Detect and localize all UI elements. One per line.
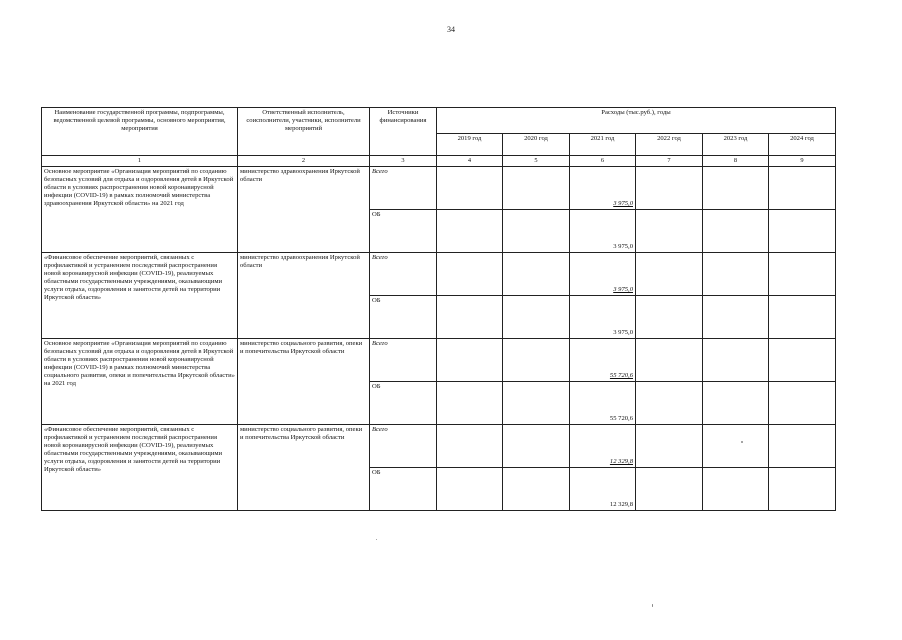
value-cell bbox=[636, 167, 703, 210]
executor-cell: министерство социального развития, опеки и попечительства Иркутской области bbox=[238, 425, 370, 511]
index-cell: 1 bbox=[42, 156, 238, 167]
value-total-2021: 12 329,8 bbox=[570, 425, 636, 468]
expenses-table bbox=[41, 107, 836, 511]
value-cell bbox=[437, 425, 503, 468]
value-ob-2021: 12 329,8 bbox=[570, 468, 636, 511]
value-cell bbox=[636, 339, 703, 382]
value-cell bbox=[503, 167, 570, 210]
value-cell bbox=[769, 167, 836, 210]
header-year: 2023 год bbox=[703, 134, 769, 156]
value-cell bbox=[703, 339, 769, 382]
scan-speck bbox=[652, 604, 653, 607]
value-cell bbox=[636, 210, 703, 253]
value-cell bbox=[703, 253, 769, 296]
source-ob: ОБ bbox=[370, 296, 437, 339]
value-total-2021: 3 975,0 bbox=[570, 253, 636, 296]
index-cell: 5 bbox=[503, 156, 570, 167]
value-cell bbox=[503, 210, 570, 253]
value-cell bbox=[437, 253, 503, 296]
value-cell bbox=[636, 468, 703, 511]
index-row bbox=[42, 156, 836, 167]
activity-name: «Финансовое обеспечение мероприятий, связанных с профилактикой и устранением последствий распространения новой коронавирусной инфекции (COVID-19), реализуемых областными государственными учреждениями, оказывающими услуги отдыха, оздоровления и занятости детей на территории Иркутской области» bbox=[42, 425, 238, 511]
value-cell bbox=[703, 210, 769, 253]
activity-name: Основное мероприятие «Организация мероприятий по созданию безопасных условий для отдыха и оздоровления детей в Иркутской области в условиях распространения новой коронавирусной инфекции (COVID-19) в рамках полномочий министерства социального развития, опеки и попечительства Иркутской области» на 2021 год bbox=[42, 339, 238, 425]
executor-cell: министерство социального развития, опеки и попечительства Иркутской области bbox=[238, 339, 370, 425]
source-total: Всего bbox=[370, 167, 437, 210]
index-cell: 6 bbox=[570, 156, 636, 167]
value-cell bbox=[703, 468, 769, 511]
value-cell bbox=[769, 382, 836, 425]
source-ob: ОБ bbox=[370, 210, 437, 253]
value-cell bbox=[437, 296, 503, 339]
value-cell bbox=[437, 468, 503, 511]
value-cell bbox=[437, 210, 503, 253]
header-expenses: Расходы (тыс.руб.), годы bbox=[437, 108, 836, 134]
value-cell bbox=[769, 253, 836, 296]
value-ob-2021: 55 720,6 bbox=[570, 382, 636, 425]
header-year: 2021 год bbox=[570, 134, 636, 156]
header-source: Источники финансирования bbox=[370, 108, 437, 156]
scan-speck bbox=[376, 539, 377, 540]
table-row bbox=[42, 425, 836, 468]
value-cell bbox=[769, 425, 836, 468]
page-number: 34 bbox=[447, 25, 455, 34]
value-total-2021: 3 975,0 bbox=[570, 167, 636, 210]
value-cell bbox=[503, 382, 570, 425]
index-cell: 7 bbox=[636, 156, 703, 167]
value-cell bbox=[437, 167, 503, 210]
value-cell bbox=[703, 425, 769, 468]
table-row bbox=[42, 339, 836, 382]
value-cell bbox=[703, 167, 769, 210]
value-cell bbox=[503, 468, 570, 511]
executor-cell: министерство здравоохранения Иркутской области bbox=[238, 253, 370, 339]
index-cell: 9 bbox=[769, 156, 836, 167]
value-cell bbox=[769, 210, 836, 253]
table-row bbox=[42, 167, 836, 210]
executor-cell: министерство здравоохранения Иркутской области bbox=[238, 167, 370, 253]
value-cell bbox=[636, 253, 703, 296]
value-cell bbox=[636, 382, 703, 425]
source-ob: ОБ bbox=[370, 468, 437, 511]
value-cell bbox=[636, 425, 703, 468]
value-cell bbox=[703, 382, 769, 425]
value-cell bbox=[437, 382, 503, 425]
header-year: 2020 год bbox=[503, 134, 570, 156]
value-cell bbox=[503, 253, 570, 296]
value-ob-2021: 3 975,0 bbox=[570, 296, 636, 339]
source-total: Всего bbox=[370, 253, 437, 296]
index-cell: 2 bbox=[238, 156, 370, 167]
header-year: 2019 год bbox=[437, 134, 503, 156]
activity-name: «Финансовое обеспечение мероприятий, связанных с профилактикой и устранением последствий распространения новой коронавирусной инфекции (COVID-19), реализуемых областными государственными учреждениями, оказывающими услуги отдыха, оздоровления и занятости детей на территории Иркутской области» bbox=[42, 253, 238, 339]
value-cell bbox=[437, 339, 503, 382]
header-year: 2022 год bbox=[636, 134, 703, 156]
value-ob-2021: 3 975,0 bbox=[570, 210, 636, 253]
value-cell bbox=[769, 339, 836, 382]
header-year: 2024 год bbox=[769, 134, 836, 156]
source-total: Всего bbox=[370, 339, 437, 382]
value-cell bbox=[503, 296, 570, 339]
header-executor: Ответственный исполнитель, соисполнители, участники, исполнители мероприятий bbox=[238, 108, 370, 156]
header-row bbox=[42, 108, 836, 134]
value-cell bbox=[503, 339, 570, 382]
value-cell bbox=[769, 296, 836, 339]
value-total-2021: 55 720,6 bbox=[570, 339, 636, 382]
source-ob: ОБ bbox=[370, 382, 437, 425]
table-row bbox=[42, 253, 836, 296]
value-cell bbox=[503, 425, 570, 468]
index-cell: 3 bbox=[370, 156, 437, 167]
source-total: Всего bbox=[370, 425, 437, 468]
value-cell bbox=[636, 296, 703, 339]
scan-speck bbox=[741, 441, 743, 443]
index-cell: 8 bbox=[703, 156, 769, 167]
header-name: Наименование государственной программы, подпрограммы, ведомственной целевой программы, основного мероприятия, мероприятия bbox=[42, 108, 238, 156]
value-cell bbox=[703, 296, 769, 339]
activity-name: Основное мероприятие «Организация мероприятий по созданию безопасных условий для отдыха и оздоровления детей в Иркутской области в условиях распространения новой коронавирусной инфекции (COVID-19) в рамках полномочий министерства здравоохранения Иркутской области» на 2021 год bbox=[42, 167, 238, 253]
index-cell: 4 bbox=[437, 156, 503, 167]
value-cell bbox=[769, 468, 836, 511]
